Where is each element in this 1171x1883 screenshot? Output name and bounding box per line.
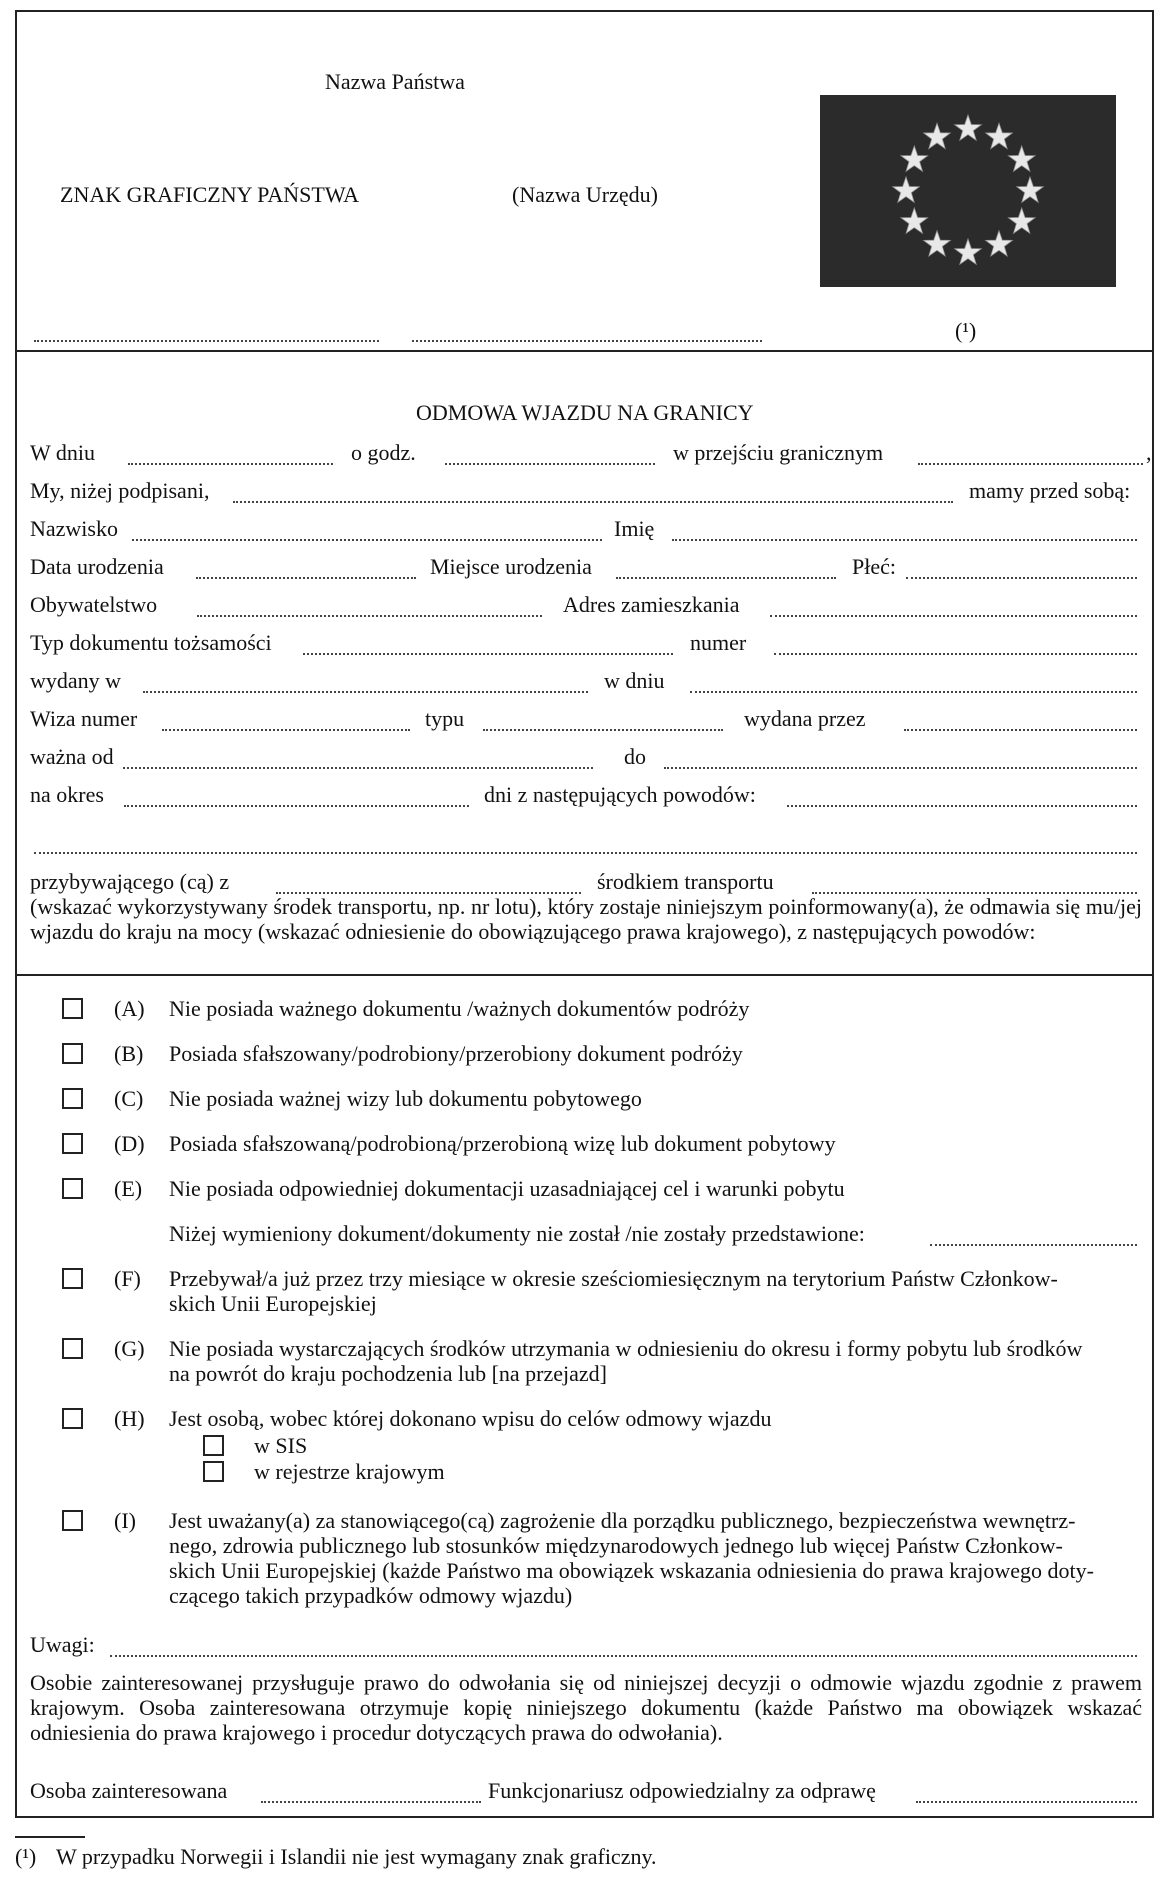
star-icon: [1017, 177, 1044, 202]
code-g: (G): [114, 1336, 145, 1361]
checkbox-e[interactable]: [62, 1178, 83, 1199]
label-wydana-przez: wydana przez: [744, 706, 866, 731]
label-osoba: Osoba zainteresowana: [30, 1778, 228, 1803]
eu-flag-icon: [820, 95, 1116, 287]
checkbox-g[interactable]: [62, 1338, 83, 1359]
footnote-ref: (¹): [955, 318, 977, 343]
reason-h: Jest osobą, wobec której dokonano wpisu do celów odmowy wjazdu: [169, 1406, 772, 1431]
field-signatories[interactable]: [233, 501, 953, 503]
form-title: ODMOWA WJAZDU NA GRANICY: [416, 400, 754, 425]
label-typu: typu: [425, 706, 465, 731]
comma: ,: [1146, 440, 1152, 465]
label-nazwisko: Nazwisko: [30, 516, 118, 541]
label-przejscie: w przejściu granicznym: [673, 440, 884, 465]
code-c: (C): [114, 1086, 144, 1111]
checkbox-h-national[interactable]: [203, 1461, 224, 1482]
reason-g-line2: na powrót do kraju pochodzenia lub [na przejazd]: [169, 1361, 607, 1386]
reason-f-line2: skich Unii Europejskiej: [169, 1291, 377, 1316]
field-doc-type[interactable]: [303, 653, 673, 655]
state-name: Nazwa Państwa: [325, 69, 465, 94]
field-visa-number[interactable]: [162, 729, 410, 731]
field-sex[interactable]: [906, 577, 1137, 579]
checkbox-f[interactable]: [62, 1268, 83, 1289]
code-a: (A): [114, 996, 145, 1021]
field-issued-on[interactable]: [690, 691, 1137, 693]
star-icon: [955, 115, 982, 140]
appeal-paragraph: Osobie zainteresowanej przysługuje prawo do odwołania się od niniejszej decyzji o odmowie wjazdu zgodnie z prawem krajowym. Osoba zainteresowana otrzymuje kopię niniejszego dokumentu (każde Państwo ma obowiązek wskazać odniesienia do prawa krajowego i procedur dotyczących prawa do odwołania).: [30, 1670, 1142, 1745]
reason-c: Nie posiada ważnej wizy lub dokumentu pobytowego: [169, 1086, 642, 1111]
star-icon: [986, 123, 1013, 148]
field-person-signature[interactable]: [261, 1801, 481, 1803]
checkbox-h[interactable]: [62, 1408, 83, 1429]
label-mamy: mamy przed sobą:: [969, 478, 1131, 503]
code-f: (F): [114, 1266, 141, 1291]
label-uwagi: Uwagi:: [30, 1632, 95, 1657]
label-miejsce-ur: Miejsce urodzenia: [430, 554, 592, 579]
reason-b: Posiada sfałszowany/podrobiony/przerobiony dokument podróży: [169, 1041, 743, 1066]
label-przybywajacego: przybywającego (cą) z: [30, 869, 230, 894]
label-srodkiem: środkiem transportu: [597, 869, 774, 894]
footnote-rule: [15, 1836, 85, 1838]
code-d: (D): [114, 1131, 145, 1156]
reason-d: Posiada sfałszowaną/podrobioną/przerobioną wizę lub dokument pobytowy: [169, 1131, 836, 1156]
label-dni: dni z następujących powodów:: [484, 782, 756, 807]
reason-i-line4: czącego takich przypadków odmowy wjazdu): [169, 1583, 573, 1608]
reason-f-line1: Przebywał/a już przez trzy miesiące w okresie sześciomiesięcznym na terytorium Państw Członkow-: [169, 1266, 1058, 1291]
option-sis: w SIS: [254, 1433, 308, 1458]
field-date[interactable]: [128, 463, 333, 465]
label-do: do: [624, 744, 646, 769]
label-funkcjonariusz: Funkcjonariusz odpowiedzialny za odprawę: [488, 1778, 876, 1803]
label-o-godz: o godz.: [351, 440, 416, 465]
divider: [15, 350, 1154, 352]
field-nationality[interactable]: [197, 615, 542, 617]
office-name: (Nazwa Urzędu): [512, 182, 658, 207]
checkbox-a[interactable]: [62, 998, 83, 1019]
field-valid-from[interactable]: [123, 767, 593, 769]
checkbox-i[interactable]: [62, 1510, 83, 1531]
state-logo-label: ZNAK GRAFICZNY PAŃSTWA: [60, 182, 360, 207]
star-icon: [924, 231, 951, 256]
field-visa-issuer[interactable]: [904, 729, 1137, 731]
field-doc-number[interactable]: [774, 653, 1137, 655]
reason-g-line1: Nie posiada wystarczających środków utrzymania w odniesieniu do okresu i formy pobytu lub środków: [169, 1336, 1083, 1361]
footnote-text: W przypadku Norwegii i Islandii nie jest wymagany znak graficzny.: [56, 1844, 657, 1869]
header-dots-1[interactable]: [34, 340, 379, 342]
label-data-ur: Data urodzenia: [30, 554, 164, 579]
label-numer: numer: [690, 630, 747, 655]
code-i: (I): [114, 1508, 136, 1533]
field-blank-line[interactable]: [34, 852, 1137, 854]
star-icon: [955, 239, 982, 264]
reason-i-line3: skich Unii Europejskiej (każde Państwo ma obowiązek wskazania odniesienia do prawa krajowego doty-: [169, 1558, 1094, 1583]
reason-i-line1: Jest uważany(a) za stanowiącego(cą) zagrożenie dla porządku publicznego, bezpieczeństwa wewnętrz-: [169, 1508, 1076, 1533]
code-e: (E): [114, 1176, 143, 1201]
checkbox-h-sis[interactable]: [203, 1435, 224, 1456]
field-officer-signature[interactable]: [916, 1801, 1137, 1803]
label-my: My, niżej podpisani,: [30, 478, 210, 503]
label-wydany-w: wydany w: [30, 668, 122, 693]
label-w-dniu-2: w dniu: [604, 668, 665, 693]
field-remarks[interactable]: [110, 1655, 1137, 1657]
header-dots-2[interactable]: [412, 340, 762, 342]
notification-paragraph: (wskazać wykorzystywany środek transportu, np. nr lotu), który zostaje niniejszym poinformowany(a), że odmawia się mu/jej wjazdu do kraju na mocy (wskazać odniesienie do obowiązującego prawa krajowego), z następujących powodów:: [30, 894, 1142, 944]
field-missing-docs[interactable]: [930, 1244, 1137, 1246]
field-birth-date[interactable]: [196, 577, 416, 579]
field-name[interactable]: [672, 539, 1137, 541]
field-address[interactable]: [770, 615, 1137, 617]
divider-2: [15, 974, 1154, 976]
label-na-okres: na okres: [30, 782, 104, 807]
field-issued-in[interactable]: [143, 691, 588, 693]
checkbox-d[interactable]: [62, 1133, 83, 1154]
field-reasons-inline[interactable]: [787, 805, 1137, 807]
label-plec: Płeć:: [852, 554, 896, 579]
label-wiza-numer: Wiza numer: [30, 706, 138, 731]
label-adres: Adres zamieszkania: [563, 592, 740, 617]
field-visa-type[interactable]: [483, 729, 723, 731]
code-b: (B): [114, 1041, 144, 1066]
label-w-dniu: W dniu: [30, 440, 95, 465]
footnote-mark: (¹): [15, 1844, 37, 1869]
star-icon: [1008, 146, 1035, 171]
checkbox-c[interactable]: [62, 1088, 83, 1109]
star-icon: [893, 177, 920, 202]
field-surname[interactable]: [132, 539, 602, 541]
field-time[interactable]: [445, 463, 655, 465]
label-obywatelstwo: Obywatelstwo: [30, 592, 158, 617]
code-h: (H): [114, 1406, 145, 1431]
field-valid-to[interactable]: [664, 767, 1137, 769]
star-icon: [901, 208, 928, 233]
reason-e: Nie posiada odpowiedniej dokumentacji uzasadniającej cel i warunki pobytu: [169, 1176, 845, 1201]
reason-i-line2: nego, zdrowia publicznego lub stosunków międzynarodowych jednego lub więcej Państw Członkow-: [169, 1533, 1063, 1558]
field-period[interactable]: [124, 805, 469, 807]
checkbox-b[interactable]: [62, 1043, 83, 1064]
reason-e-sub: Niżej wymieniony dokument/dokumenty nie został /nie zostały przedstawione:: [169, 1221, 865, 1246]
reason-a: Nie posiada ważnego dokumentu /ważnych dokumentów podróży: [169, 996, 750, 1021]
star-icon: [1008, 208, 1035, 233]
field-birth-place[interactable]: [616, 577, 836, 579]
star-icon: [986, 231, 1013, 256]
option-national: w rejestrze krajowym: [254, 1459, 445, 1484]
field-crossing[interactable]: [918, 463, 1143, 465]
star-icon: [901, 146, 928, 171]
label-wazna-od: ważna od: [30, 744, 114, 769]
label-typ-dok: Typ dokumentu tożsamości: [30, 630, 272, 655]
label-imie: Imię: [614, 516, 655, 541]
star-icon: [924, 123, 951, 148]
